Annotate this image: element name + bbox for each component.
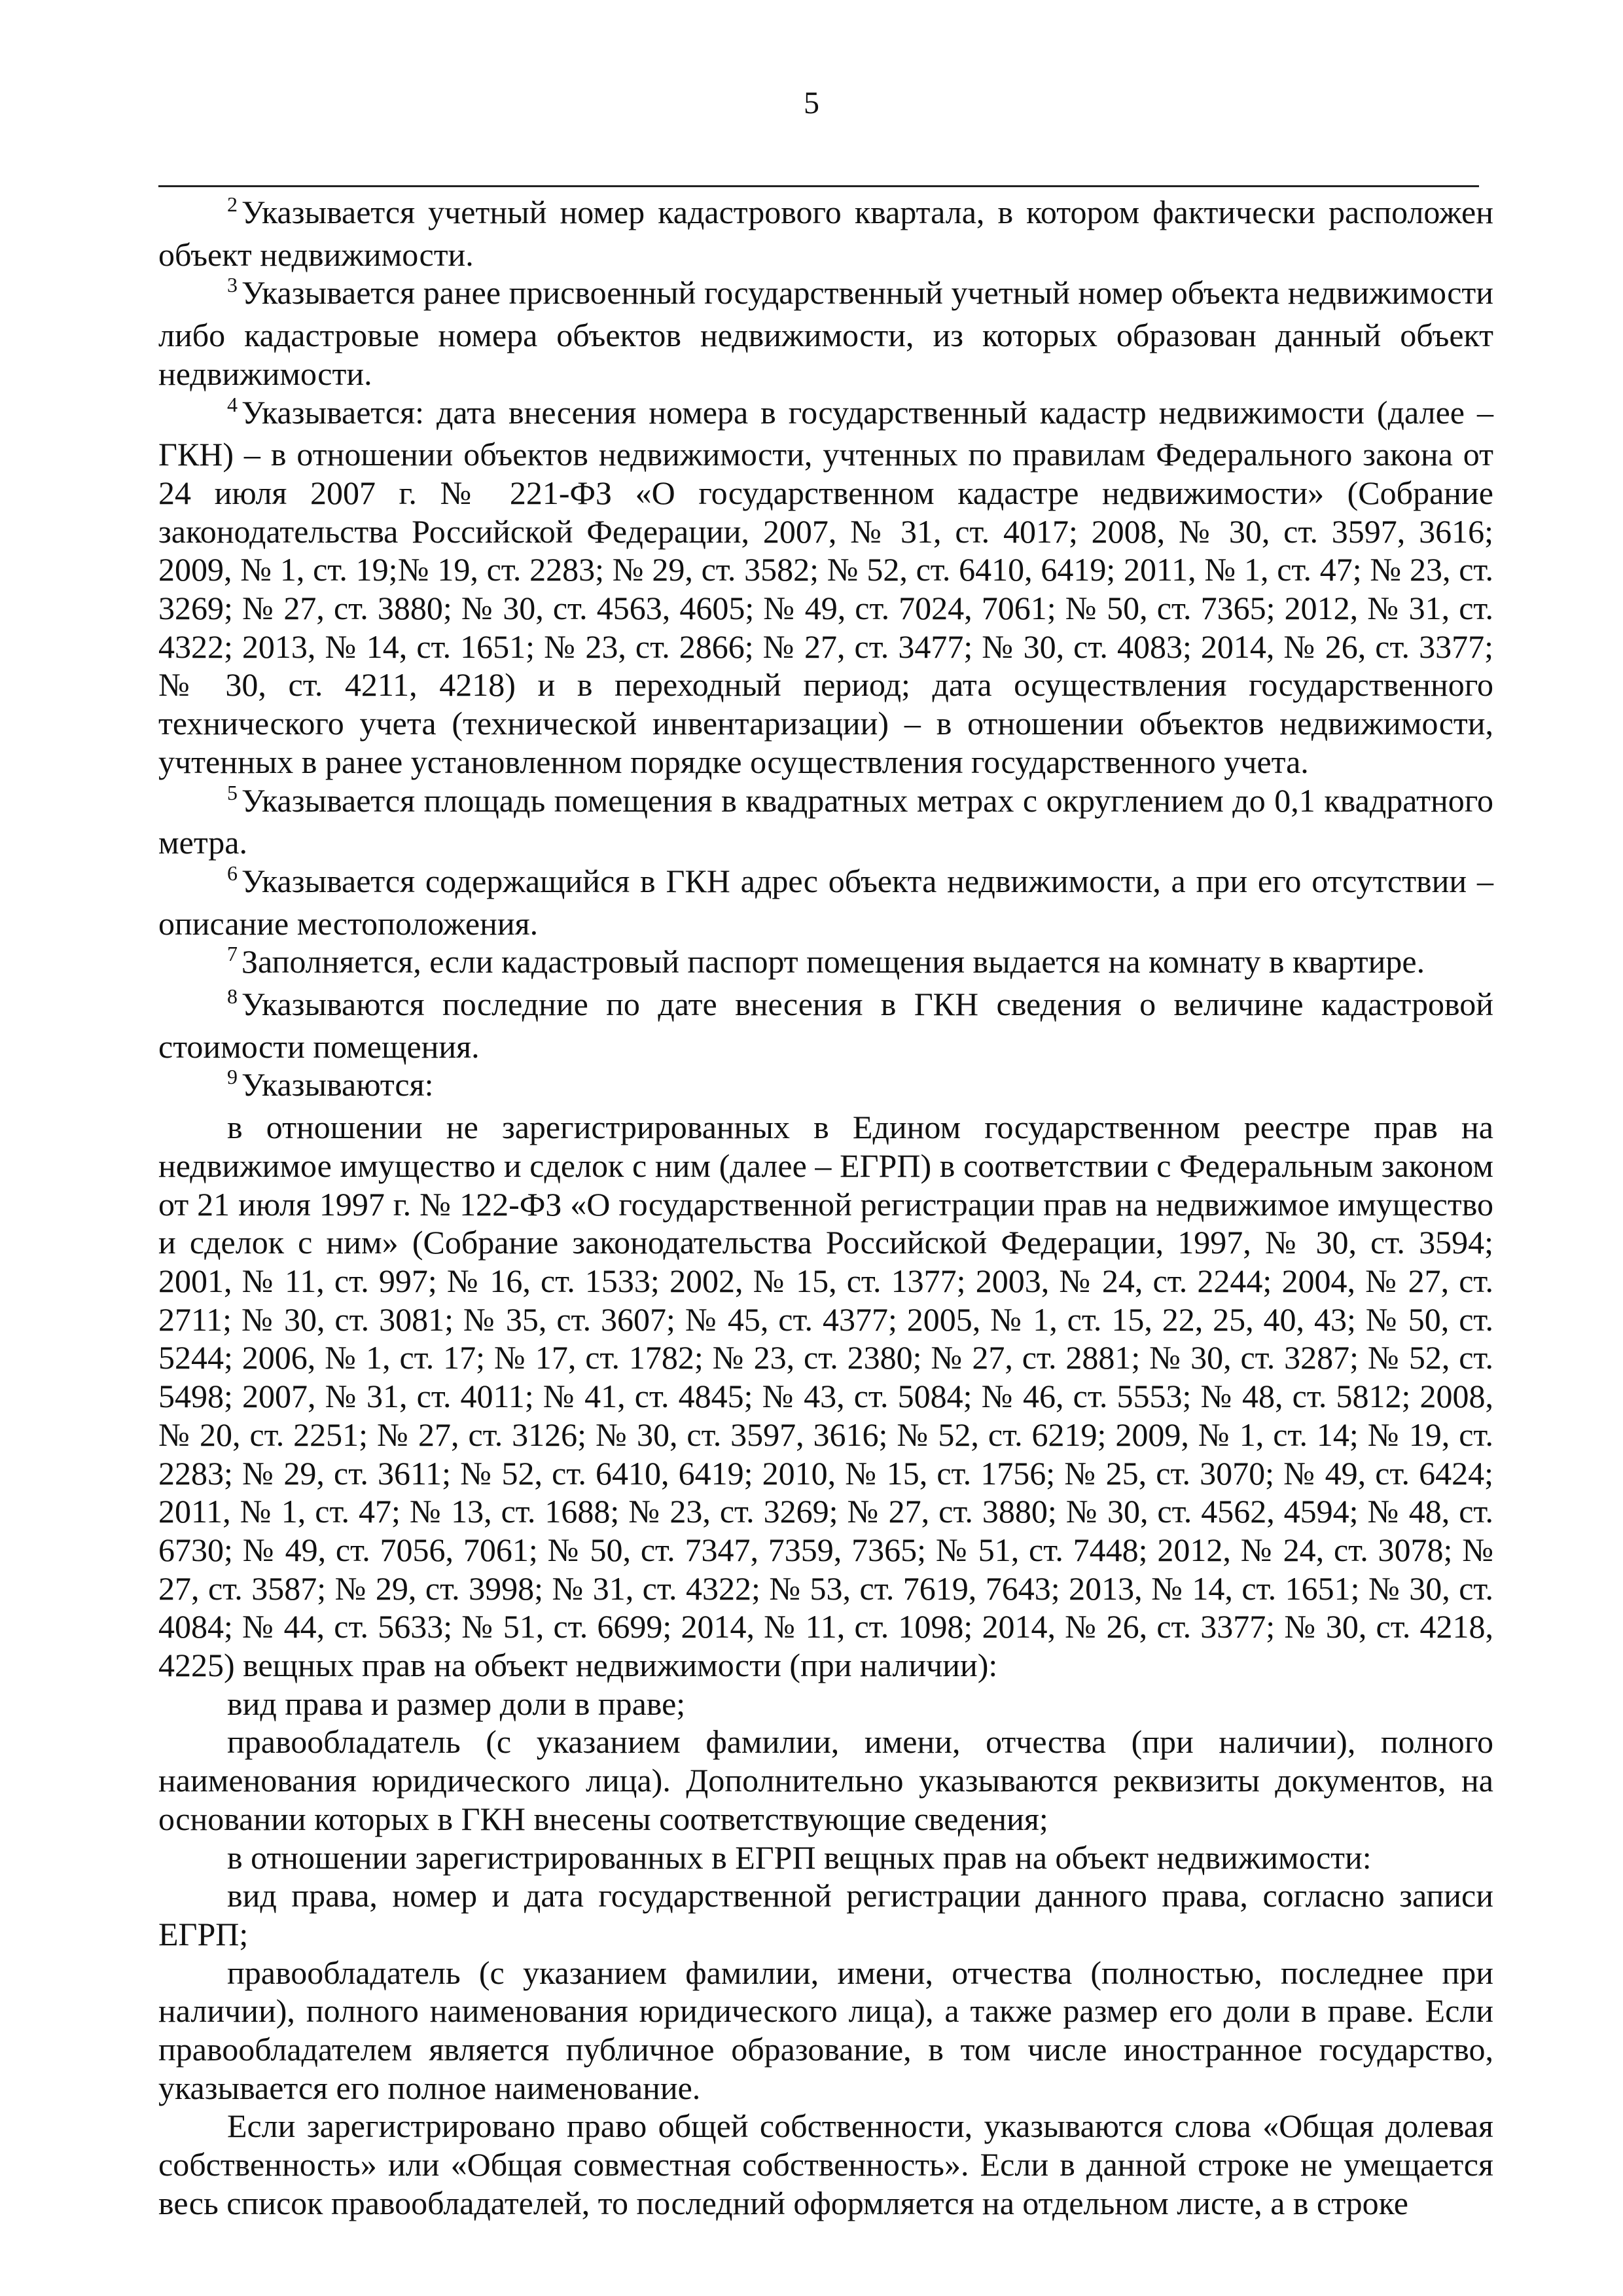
- footnote-text: Указывается ранее присвоенный государственный учетный номер объекта недвижимости либо кадастровые номера объектов недвижимости, из которых образован данный объект недвижимости.: [158, 274, 1493, 392]
- footnote-5: [158, 781, 1493, 862]
- footnote-2: [158, 193, 1493, 274]
- footnote-text: Указываются последние по дате внесения в ГКН сведения о величине кадастровой стоимости помещения.: [158, 986, 1493, 1065]
- footnote-marker: 3: [227, 273, 238, 297]
- footnote-6: [158, 862, 1493, 942]
- footnote-text: Указывается площадь помещения в квадратных метрах с округлением до 0,1 квадратного метра.: [158, 781, 1493, 861]
- footnote-text: Указывается: дата внесения номера в государственный кадастр недвижимости (далее – ГКН) – в отношении объектов недвижимости, учтенных по правилам Федерального закона от 24 июля 2007 г. № 221-ФЗ «О государственном кадастре недвижимости» (Собрание законодательства Российской Федерации, 2007, № 31, ст. 4017; 2008, № 30, ст. 3597, 3616; 2009, № 1, ст. 19;№ 19, ст. 2283; № 29, ст. 3582; № 52, ст. 6410, 6419; 2011, № 1, ст. 47; № 23, ст. 3269; № 27, ст. 3880; № 30, ст. 4563, 4605; № 49, ст. 7024, 7061; № 50, ст. 7365; 2012, № 31, ст. 4322; 2013, № 14, ст. 1651; № 23, ст. 2866; № 27, ст. 3477; № 30, ст. 4083; 2014, № 26, ст. 3377; № 30, ст. 4211, 4218) и в переходный период; дата осуществления государственного технического учета (технической инвентаризации) – в отношении объектов недвижимости, учтенных в ранее установленном порядке осуществления государственного учета.: [158, 393, 1493, 780]
- paragraph-unregistered-rights: в отношении не зарегистрированных в Едином государственном реестре прав на недвижимое имущество и сделок с ним (далее – ЕГРП) в соответствии с Федеральным законом от 21 июля 1997 г. № 122-ФЗ «О государственной регистрации прав на недвижимое имущество и сделок с ним» (Собрание законодательства Российской Федерации, 1997, № 30, ст. 3594; 2001, № 11, ст. 997; № 16, ст. 1533; 2002, № 15, ст. 1377; 2003, № 24, ст. 2244; 2004, № 27, ст. 2711; № 30, ст. 3081; № 35, ст. 3607; № 45, ст. 4377; 2005, № 1, ст. 15, 22, 25, 40, 43; № 50, ст. 5244; 2006, № 1, ст. 17; № 17, ст. 1782; № 23, ст. 2380; № 27, ст. 2881; № 30, ст. 3287; № 52, ст. 5498; 2007, № 31, ст. 4011; № 41, ст. 4845; № 43, ст. 5084; № 46, ст. 5553; № 48, ст. 5812; 2008, № 20, ст. 2251; № 27, ст. 3126; № 30, ст. 3597, 3616; № 52, ст. 6219; 2009, № 1, ст. 14; № 19, ст. 2283; № 29, ст. 3611; № 52, ст. 6410, 6419; 2010, № 15, ст. 1756; № 25, ст. 3070; № 49, ст. 6424; 2011, № 1, ст. 47; № 13, ст. 1688; № 23, ст. 3269; № 27, ст. 3880; № 30, ст. 4562, 4594; № 48, ст. 6730; № 49, ст. 7056, 7061; № 50, ст. 7347, 7359, 7365; № 51, ст. 7448; 2012, № 24, ст. 3078; № 27, ст. 3587; № 29, ст. 3998; № 31, ст. 4322; № 53, ст. 7619, 7643; 2013, № 14, ст. 1651; № 30, ст. 4084; № 44, ст. 5633; № 51, ст. 6699; 2014, № 11, ст. 1098; 2014, № 26, ст. 3377; № 30, ст. 4218, 4225) вещных прав на объект недвижимости (при наличии):: [158, 1109, 1493, 1684]
- footnotes-text: [158, 193, 1493, 2223]
- footnote-marker: 2: [227, 192, 238, 216]
- paragraph-right-type: вид права и размер доли в праве;: [227, 1685, 686, 1722]
- footnote-marker: 6: [227, 861, 238, 885]
- footnote-marker: 4: [227, 392, 238, 416]
- footnote-7: [158, 942, 1493, 985]
- footnote-3: [158, 274, 1493, 393]
- footnote-8: [158, 985, 1493, 1066]
- footnote-marker: 5: [227, 780, 238, 804]
- page-number: 5: [804, 86, 819, 120]
- footnote-9: [158, 1066, 1493, 1108]
- footnote-text: Заполняется, если кадастровый паспорт помещения выдается на комнату в квартире.: [241, 943, 1425, 980]
- paragraph-right-holder-registered: правообладатель (с указанием фамилии, имени, отчества (полностью, последнее при наличии), полного наименования юридического лица), а также размер его доли в праве. Если правообладателем является публичное образование, в том числе иностранное государство, указывается его полное наименование.: [158, 1954, 1493, 2106]
- paragraph-registration-number: вид права, номер и дата государственной регистрации данного права, согласно записи ЕГРП;: [158, 1877, 1493, 1952]
- footnote-text: Указываются:: [241, 1066, 434, 1103]
- footnote-divider: [158, 185, 1479, 187]
- footnote-text: Указывается содержащийся в ГКН адрес объекта недвижимости, а при его отсутствии – описание местоположения.: [158, 862, 1493, 942]
- paragraph-right-holder: правообладатель (с указанием фамилии, имени, отчества (при наличии), полного наименования юридического лица). Дополнительно указываются реквизиты документов, на основании которых в ГКН внесены соответствующие сведения;: [158, 1723, 1493, 1837]
- footnote-marker: 8: [227, 984, 238, 1009]
- footnote-marker: 7: [227, 942, 238, 966]
- paragraph-common-ownership: Если зарегистрировано право общей собственности, указываются слова «Общая долевая собственность» или «Общая совместная собственность». Если в данной строке не умещается весь список правообладателей, то последний оформляется на отдельном листе, а в строке: [158, 2108, 1493, 2221]
- footnote-text: Указывается учетный номер кадастрового квартала, в котором фактически расположен объект недвижимости.: [158, 194, 1493, 273]
- footnote-marker: 9: [227, 1065, 238, 1089]
- footnote-4: [158, 393, 1493, 781]
- paragraph-registered-rights: в отношении зарегистрированных в ЕГРП вещных прав на объект недвижимости:: [227, 1839, 1372, 1876]
